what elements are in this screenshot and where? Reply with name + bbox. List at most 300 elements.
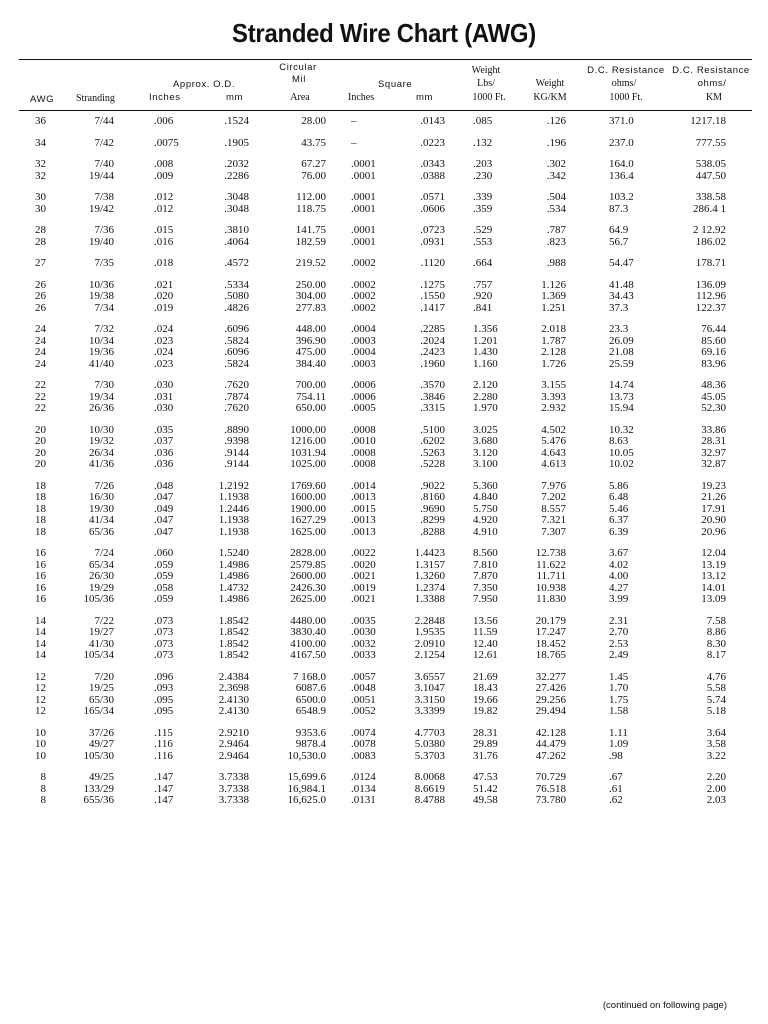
cell-awg: 24 xyxy=(35,358,46,370)
cell-weight-lbs: 7.870 xyxy=(473,570,498,582)
cell-awg: 32 xyxy=(35,158,46,170)
continued-note: (continued on following page) xyxy=(602,1000,727,1011)
cell-stranding: 655/36 xyxy=(83,794,114,806)
cell-weight-kg: 11.711 xyxy=(536,570,566,582)
cell-square-mm: .0571 xyxy=(420,191,445,203)
cell-od-inches: .073 xyxy=(154,615,174,627)
cell-awg: 14 xyxy=(35,615,46,627)
header-dcr-1000ft: 1000 Ft. xyxy=(609,92,643,103)
cell-stranding: 19/29 xyxy=(88,582,114,594)
cell-square-mm: .2285 xyxy=(420,323,445,335)
cell-square-mm: 8.6619 xyxy=(414,783,445,795)
header-approx-od: Approx. O.D. xyxy=(173,79,236,90)
cell-od-mm: 1.4986 xyxy=(218,559,249,571)
cell-dcr-ohms-km: 186.02 xyxy=(695,236,726,248)
cell-stranding: 7/32 xyxy=(94,323,114,335)
cell-square-mm: .1550 xyxy=(420,290,445,302)
cell-dcr-ohms-km: 2.03 xyxy=(706,794,726,806)
cell-circular-mil: 28.00 xyxy=(301,115,326,127)
cell-weight-lbs: .203 xyxy=(473,158,493,170)
cell-dcr-ohms-ft: 1.75 xyxy=(609,694,629,706)
cell-dcr-ohms-km: 12.04 xyxy=(701,547,726,559)
cell-weight-lbs: .553 xyxy=(473,236,493,248)
cell-weight-kg: 2.932 xyxy=(541,402,566,414)
cell-dcr-ohms-ft: 1.70 xyxy=(609,682,629,694)
cell-od-inches: .030 xyxy=(154,402,174,414)
cell-circular-mil: 396.90 xyxy=(295,335,326,347)
cell-stranding: 7/22 xyxy=(94,615,114,627)
cell-circular-mil: 6087.6 xyxy=(295,682,326,694)
cell-weight-lbs: 19.66 xyxy=(473,694,498,706)
cell-dcr-ohms-ft: 37.3 xyxy=(609,302,629,314)
cell-stranding: 7/30 xyxy=(94,379,114,391)
cell-square-inches: .0057 xyxy=(351,671,376,683)
cell-awg: 22 xyxy=(35,391,46,403)
cell-dcr-ohms-km: 32.87 xyxy=(701,458,726,470)
cell-square-mm: .9022 xyxy=(420,480,445,492)
cell-dcr-ohms-km: 32.97 xyxy=(701,447,726,459)
cell-dcr-ohms-ft: 103.2 xyxy=(609,191,634,203)
cell-circular-mil: 1025.00 xyxy=(290,458,326,470)
cell-od-inches: .023 xyxy=(154,335,174,347)
cell-square-inches: .0014 xyxy=(351,480,376,492)
cell-weight-lbs: 1.356 xyxy=(473,323,498,335)
cell-od-mm: 3.7338 xyxy=(218,794,249,806)
cell-square-mm: .0723 xyxy=(420,224,445,236)
cell-dcr-ohms-km: 13.19 xyxy=(701,559,726,571)
cell-weight-lbs: 4.840 xyxy=(473,491,498,503)
cell-weight-kg: 32.277 xyxy=(535,671,566,683)
cell-od-mm: .7874 xyxy=(224,391,249,403)
cell-weight-lbs: 28.31 xyxy=(473,727,498,739)
cell-awg: 28 xyxy=(35,224,46,236)
cell-weight-kg: 7.976 xyxy=(541,480,566,492)
cell-dcr-ohms-ft: 136.4 xyxy=(609,170,634,182)
cell-dcr-ohms-km: 538.05 xyxy=(695,158,726,170)
cell-awg: 18 xyxy=(35,526,46,538)
cell-dcr-ohms-ft: 4.00 xyxy=(609,570,629,582)
cell-circular-mil: 1625.00 xyxy=(290,526,326,538)
cell-dcr-ohms-km: 8.30 xyxy=(706,638,726,650)
cell-weight-kg: 7.202 xyxy=(541,491,566,503)
cell-dcr-ohms-km: 76.44 xyxy=(701,323,726,335)
cell-weight-lbs: 7.350 xyxy=(473,582,498,594)
cell-weight-kg: 47.262 xyxy=(535,750,566,762)
cell-stranding: 7/34 xyxy=(94,302,114,314)
cell-square-inches: .0003 xyxy=(351,358,376,370)
cell-dcr-ohms-ft: 21.08 xyxy=(609,346,634,358)
cell-square-inches: .0078 xyxy=(351,738,376,750)
cell-circular-mil: 4480.00 xyxy=(290,615,326,627)
cell-weight-kg: .504 xyxy=(546,191,566,203)
cell-square-mm: .0143 xyxy=(420,115,445,127)
cell-od-mm: 1.2446 xyxy=(218,503,249,515)
cell-dcr-ohms-km: 3.64 xyxy=(706,727,726,739)
cell-stranding: 41/40 xyxy=(88,358,114,370)
cell-square-inches: .0002 xyxy=(351,279,376,291)
cell-dcr-ohms-km: 7.58 xyxy=(706,615,726,627)
cell-stranding: 26/30 xyxy=(88,570,114,582)
cell-od-mm: 1.4986 xyxy=(218,570,249,582)
cell-square-inches: .0005 xyxy=(351,402,376,414)
cell-dcr-ohms-km: 777.55 xyxy=(695,137,726,149)
cell-weight-lbs: 3.680 xyxy=(473,435,498,447)
cell-dcr-ohms-ft: 6.48 xyxy=(609,491,629,503)
cell-square-inches: .0020 xyxy=(351,559,376,571)
header-lbs: Lbs/ xyxy=(477,78,495,89)
cell-od-mm: 1.1938 xyxy=(218,526,249,538)
cell-awg: 10 xyxy=(35,727,46,739)
cell-dcr-ohms-ft: 6.39 xyxy=(609,526,629,538)
cell-stranding: 7/44 xyxy=(94,115,114,127)
cell-weight-kg: 4.502 xyxy=(541,424,566,436)
cell-stranding: 105/36 xyxy=(83,593,114,605)
cell-square-mm: .1417 xyxy=(420,302,445,314)
cell-square-inches: .0033 xyxy=(351,649,376,661)
cell-square-inches: .0008 xyxy=(351,458,376,470)
cell-square-mm: .0343 xyxy=(420,158,445,170)
cell-stranding: 19/42 xyxy=(88,203,114,215)
cell-od-mm: .4826 xyxy=(224,302,249,314)
cell-awg: 28 xyxy=(35,236,46,248)
cell-stranding: 7/20 xyxy=(94,671,114,683)
cell-dcr-ohms-ft: 4.02 xyxy=(609,559,629,571)
cell-dcr-ohms-ft: 13.73 xyxy=(609,391,634,403)
cell-weight-kg: 1.251 xyxy=(541,302,566,314)
cell-od-inches: .059 xyxy=(154,570,174,582)
cell-square-mm: .8160 xyxy=(420,491,445,503)
cell-od-mm: .9398 xyxy=(224,435,249,447)
cell-awg: 20 xyxy=(35,447,46,459)
cell-square-mm: .1275 xyxy=(420,279,445,291)
cell-awg: 24 xyxy=(35,323,46,335)
cell-square-inches: .0131 xyxy=(351,794,376,806)
cell-square-mm: .5228 xyxy=(420,458,445,470)
cell-dcr-ohms-km: 17.91 xyxy=(701,503,726,515)
cell-od-inches: .021 xyxy=(154,279,174,291)
cell-square-mm: 1.3157 xyxy=(414,559,445,571)
cell-awg: 10 xyxy=(35,738,46,750)
cell-awg: 18 xyxy=(35,503,46,515)
cell-stranding: 41/34 xyxy=(88,514,114,526)
cell-weight-kg: 5.476 xyxy=(541,435,566,447)
header-dcr-ohms: ohms/ xyxy=(611,78,637,89)
cell-weight-kg: 1.726 xyxy=(541,358,566,370)
cell-dcr-ohms-km: 52.30 xyxy=(701,402,726,414)
cell-square-mm: .3846 xyxy=(420,391,445,403)
cell-weight-kg: .787 xyxy=(546,224,566,236)
cell-weight-kg: 11.830 xyxy=(536,593,566,605)
header-1000ft: 1000 Ft. xyxy=(472,92,506,103)
cell-stranding: 7/38 xyxy=(94,191,114,203)
cell-stranding: 105/34 xyxy=(83,649,114,661)
cell-circular-mil: 1900.00 xyxy=(290,503,326,515)
cell-weight-lbs: 4.910 xyxy=(473,526,498,538)
cell-square-inches: .0032 xyxy=(351,638,376,650)
cell-stranding: 7/42 xyxy=(94,137,114,149)
cell-od-inches: .048 xyxy=(154,480,174,492)
cell-square-mm: .9690 xyxy=(420,503,445,515)
cell-square-inches: .0052 xyxy=(351,705,376,717)
cell-square-mm: .5263 xyxy=(420,447,445,459)
cell-weight-kg: .823 xyxy=(546,236,566,248)
cell-square-mm: 3.6557 xyxy=(414,671,445,683)
cell-od-mm: .2032 xyxy=(224,158,249,170)
cell-weight-kg: 4.613 xyxy=(541,458,566,470)
cell-awg: 14 xyxy=(35,649,46,661)
cell-circular-mil: 1000.00 xyxy=(290,424,326,436)
cell-od-inches: .024 xyxy=(154,346,174,358)
cell-square-mm: 4.7703 xyxy=(414,727,445,739)
cell-dcr-ohms-ft: 237.0 xyxy=(609,137,634,149)
cell-dcr-ohms-ft: 87.3 xyxy=(609,203,629,215)
cell-circular-mil: 9878.4 xyxy=(295,738,326,750)
cell-weight-lbs: .920 xyxy=(473,290,493,302)
cell-square-inches: .0030 xyxy=(351,626,376,638)
cell-od-mm: 3.7338 xyxy=(218,771,249,783)
cell-od-inches: .073 xyxy=(154,626,174,638)
cell-weight-lbs: 31.76 xyxy=(473,750,498,762)
cell-dcr-ohms-km: 5.18 xyxy=(706,705,726,717)
cell-weight-lbs: 21.69 xyxy=(473,671,498,683)
cell-square-inches: .0019 xyxy=(351,582,376,594)
cell-circular-mil: 15,699.6 xyxy=(287,771,326,783)
cell-square-mm: .8288 xyxy=(420,526,445,538)
cell-od-inches: .073 xyxy=(154,649,174,661)
cell-stranding: 41/30 xyxy=(88,638,114,650)
cell-od-inches: .012 xyxy=(154,191,174,203)
cell-square-mm: 8.4788 xyxy=(414,794,445,806)
cell-od-inches: .006 xyxy=(154,115,174,127)
cell-awg: 16 xyxy=(35,547,46,559)
cell-circular-mil: 2828.00 xyxy=(290,547,326,559)
cell-square-inches: .0083 xyxy=(351,750,376,762)
cell-circular-mil: 1600.00 xyxy=(290,491,326,503)
cell-stranding: 19/44 xyxy=(88,170,114,182)
cell-stranding: 49/25 xyxy=(88,771,114,783)
header-weight-km: Weight xyxy=(535,78,565,89)
cell-square-mm: .0931 xyxy=(420,236,445,248)
cell-dcr-ohms-ft: 25.59 xyxy=(609,358,634,370)
cell-od-mm: .5334 xyxy=(224,279,249,291)
cell-stranding: 65/30 xyxy=(88,694,114,706)
cell-square-mm: 1.3388 xyxy=(414,593,445,605)
cell-square-inches: – xyxy=(351,115,357,127)
cell-weight-lbs: 18.43 xyxy=(473,682,498,694)
cell-od-inches: .058 xyxy=(154,582,174,594)
cell-stranding: 49/27 xyxy=(88,738,114,750)
cell-weight-kg: 8.557 xyxy=(541,503,566,515)
cell-od-inches: .047 xyxy=(154,491,174,503)
cell-awg: 16 xyxy=(35,570,46,582)
cell-od-mm: 1.1938 xyxy=(218,491,249,503)
cell-square-mm: .0223 xyxy=(420,137,445,149)
cell-dcr-ohms-km: 19.23 xyxy=(701,480,726,492)
cell-weight-kg: 7.321 xyxy=(541,514,566,526)
cell-od-inches: .030 xyxy=(154,379,174,391)
cell-dcr-ohms-ft: 10.05 xyxy=(609,447,634,459)
cell-dcr-ohms-km: 28.31 xyxy=(701,435,726,447)
cell-awg: 12 xyxy=(35,682,46,694)
cell-stranding: 19/34 xyxy=(88,391,114,403)
cell-stranding: 7/26 xyxy=(94,480,114,492)
cell-weight-lbs: 12.61 xyxy=(473,649,498,661)
cell-awg: 12 xyxy=(35,694,46,706)
cell-dcr-ohms-ft: 5.86 xyxy=(609,480,629,492)
cell-stranding: 105/30 xyxy=(83,750,114,762)
cell-od-mm: 2.9464 xyxy=(218,738,249,750)
cell-square-inches: .0008 xyxy=(351,447,376,459)
header-area: Area xyxy=(290,92,310,103)
cell-weight-kg: 70.729 xyxy=(535,771,566,783)
header-kg-km: KG/KM xyxy=(533,92,567,103)
cell-circular-mil: 16,625.0 xyxy=(287,794,326,806)
cell-od-inches: .035 xyxy=(154,424,174,436)
cell-dcr-ohms-ft: 14.74 xyxy=(609,379,634,391)
cell-stranding: 7/24 xyxy=(94,547,114,559)
cell-dcr-ohms-km: 136.09 xyxy=(695,279,726,291)
cell-dcr-ohms-ft: 26.09 xyxy=(609,335,634,347)
cell-awg: 8 xyxy=(40,783,46,795)
cell-od-mm: .3810 xyxy=(224,224,249,236)
cell-awg: 18 xyxy=(35,491,46,503)
cell-circular-mil: 1769.60 xyxy=(290,480,326,492)
cell-od-inches: .023 xyxy=(154,358,174,370)
cell-square-inches: .0051 xyxy=(351,694,376,706)
cell-weight-lbs: .529 xyxy=(473,224,493,236)
cell-awg: 30 xyxy=(35,191,46,203)
cell-dcr-ohms-ft: .61 xyxy=(609,783,623,795)
cell-weight-kg: 18.452 xyxy=(535,638,566,650)
cell-dcr-ohms-km: 83.96 xyxy=(701,358,726,370)
cell-circular-mil: 384.40 xyxy=(295,358,326,370)
cell-circular-mil: 250.00 xyxy=(295,279,326,291)
cell-stranding: 7/40 xyxy=(94,158,114,170)
cell-dcr-ohms-km: 4.76 xyxy=(706,671,726,683)
cell-square-mm: 3.3150 xyxy=(414,694,445,706)
cell-stranding: 19/40 xyxy=(88,236,114,248)
cell-awg: 27 xyxy=(35,257,46,269)
cell-stranding: 19/25 xyxy=(88,682,114,694)
cell-weight-kg: 20.179 xyxy=(535,615,566,627)
cell-square-mm: 8.0068 xyxy=(414,771,445,783)
cell-circular-mil: 141.75 xyxy=(295,224,326,236)
cell-circular-mil: 219.52 xyxy=(295,257,326,269)
header-circular: Circular xyxy=(279,62,317,73)
cell-square-inches: .0002 xyxy=(351,290,376,302)
cell-square-inches: .0001 xyxy=(351,158,376,170)
cell-od-inches: .015 xyxy=(154,224,174,236)
cell-weight-kg: 2.128 xyxy=(541,346,566,358)
cell-stranding: 19/32 xyxy=(88,435,114,447)
cell-circular-mil: 9353.6 xyxy=(295,727,326,739)
cell-awg: 20 xyxy=(35,435,46,447)
cell-dcr-ohms-ft: 8.63 xyxy=(609,435,629,447)
cell-od-mm: .1524 xyxy=(224,115,249,127)
cell-square-mm: .1120 xyxy=(420,257,445,269)
cell-square-mm: 2.1254 xyxy=(414,649,445,661)
cell-dcr-ohms-ft: 371.0 xyxy=(609,115,634,127)
cell-awg: 20 xyxy=(35,424,46,436)
cell-dcr-ohms-km: 85.60 xyxy=(701,335,726,347)
header-dcr-km-ohms: ohms/ xyxy=(697,78,727,89)
cell-awg: 14 xyxy=(35,626,46,638)
cell-circular-mil: 1031.94 xyxy=(290,447,326,459)
cell-od-inches: .093 xyxy=(154,682,174,694)
cell-square-inches: .0035 xyxy=(351,615,376,627)
cell-stranding: 7/35 xyxy=(94,257,114,269)
cell-circular-mil: 67.27 xyxy=(301,158,326,170)
cell-square-inches: .0021 xyxy=(351,593,376,605)
cell-weight-kg: 27.426 xyxy=(535,682,566,694)
cell-od-inches: .059 xyxy=(154,593,174,605)
cell-weight-lbs: 3.120 xyxy=(473,447,498,459)
cell-dcr-ohms-km: 5.58 xyxy=(706,682,726,694)
header-sq-inches: Inches xyxy=(348,92,375,103)
cell-dcr-ohms-ft: .98 xyxy=(609,750,623,762)
cell-od-mm: .8890 xyxy=(224,424,249,436)
header-mil: Mil xyxy=(292,74,306,85)
page-title: Stranded Wire Chart (AWG) xyxy=(232,18,536,48)
cell-awg: 8 xyxy=(40,794,46,806)
cell-od-mm: .9144 xyxy=(224,447,249,459)
cell-square-mm: 5.0380 xyxy=(414,738,445,750)
cell-weight-lbs: .085 xyxy=(473,115,493,127)
cell-circular-mil: 475.00 xyxy=(295,346,326,358)
cell-od-mm: 1.5240 xyxy=(218,547,249,559)
cell-square-mm: .1960 xyxy=(420,358,445,370)
cell-square-mm: .3570 xyxy=(420,379,445,391)
cell-weight-lbs: 29.89 xyxy=(473,738,498,750)
cell-circular-mil: 448.00 xyxy=(295,323,326,335)
cell-awg: 26 xyxy=(35,279,46,291)
cell-awg: 30 xyxy=(35,203,46,215)
cell-od-mm: .7620 xyxy=(224,402,249,414)
cell-dcr-ohms-ft: 3.67 xyxy=(609,547,629,559)
cell-circular-mil: 277.83 xyxy=(295,302,326,314)
cell-dcr-ohms-ft: 5.46 xyxy=(609,503,629,515)
cell-circular-mil: 4167.50 xyxy=(290,649,326,661)
cell-dcr-ohms-ft: 54.47 xyxy=(609,257,634,269)
cell-od-mm: .3048 xyxy=(224,203,249,215)
cell-weight-kg: 1.369 xyxy=(541,290,566,302)
cell-stranding: 10/30 xyxy=(88,424,114,436)
cell-stranding: 19/27 xyxy=(88,626,114,638)
cell-square-inches: .0022 xyxy=(351,547,376,559)
cell-weight-lbs: 3.100 xyxy=(473,458,498,470)
cell-od-mm: .5824 xyxy=(224,335,249,347)
cell-square-inches: .0002 xyxy=(351,257,376,269)
cell-dcr-ohms-km: 45.05 xyxy=(701,391,726,403)
cell-square-mm: 2.2848 xyxy=(414,615,445,627)
cell-od-mm: .4064 xyxy=(224,236,249,248)
cell-weight-lbs: 5.750 xyxy=(473,503,498,515)
cell-od-inches: .047 xyxy=(154,514,174,526)
cell-weight-kg: 73.780 xyxy=(535,794,566,806)
cell-square-mm: 3.3399 xyxy=(414,705,445,717)
cell-stranding: 165/34 xyxy=(83,705,114,717)
cell-circular-mil: 3830.40 xyxy=(290,626,326,638)
header-weight: Weight xyxy=(471,65,501,76)
cell-od-inches: .037 xyxy=(154,435,174,447)
header-dcr-ft: D.C. Resistance xyxy=(587,65,665,76)
cell-dcr-ohms-km: 8.17 xyxy=(706,649,726,661)
cell-weight-lbs: 51.42 xyxy=(473,783,498,795)
cell-od-inches: .024 xyxy=(154,323,174,335)
cell-od-mm: 3.7338 xyxy=(218,783,249,795)
cell-square-inches: .0001 xyxy=(351,236,376,248)
cell-stranding: 37/26 xyxy=(88,727,114,739)
